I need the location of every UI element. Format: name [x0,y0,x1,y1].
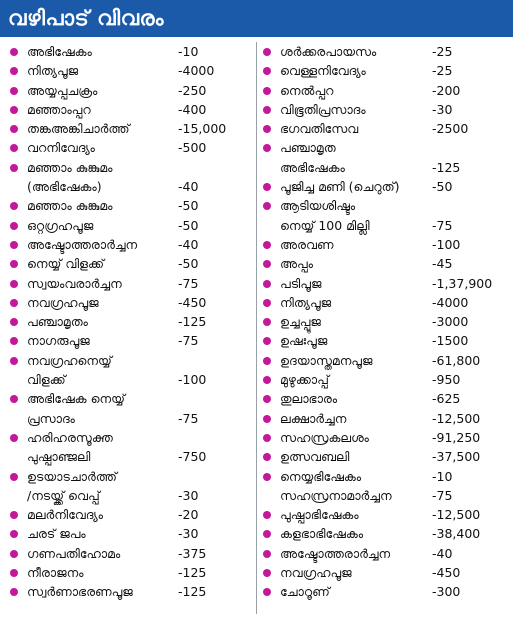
bullet-icon [10,222,18,230]
bullet-icon [10,337,18,345]
offering-price: -50 [178,217,199,233]
offering-price: -75 [178,410,199,426]
bullet-icon [263,376,271,384]
offering-price: -950 [432,372,461,388]
offering-name: ചരട് ജപം [27,526,86,542]
header-bar [0,0,513,37]
offering-name: അഭിഷേകം [280,159,345,175]
offering-item [10,138,254,157]
offering-item [263,138,511,177]
offering-name: നെയ്യ് വിളക്ക് [27,256,105,272]
offering-name: അഭിഷേക നെയ്യ് [27,391,125,407]
offering-price: -45 [432,256,453,272]
offering-name: നിത്യപൂജ [280,294,332,310]
bullet-icon [263,530,271,538]
offering-item [10,100,254,119]
offering-name: സഹസ്രനാമാർച്ചന [280,487,392,503]
offering-price: -75 [432,487,453,503]
bullet-icon [10,48,18,56]
bullet-icon [263,318,271,326]
bullet-icon [263,337,271,345]
offering-price: -40 [178,179,199,195]
offering-price: -10 [178,44,199,59]
offering-price: -4000 [432,294,469,310]
offering-price: -3000 [432,314,469,330]
bullet-icon [263,48,271,56]
offering-price: -25 [432,44,453,59]
offering-name: /നടയ്ക്ക് വെപ്പ് [27,487,100,503]
offering-price: -1,37,900 [432,275,493,291]
offering-name: വിഭൂതിപ്രസാദം [280,101,366,117]
offering-name: തുലാഭാരം [280,391,338,407]
offering-price: -75 [178,275,199,291]
offering-price: -2500 [432,121,469,137]
bullet-icon [263,299,271,307]
bullet-icon [10,299,18,307]
offering-price: -125 [178,584,207,600]
offering-item [263,100,511,119]
offering-name: പഞ്ചാമൃതം [27,314,88,330]
offering-name: പഞ്ചാമൃത [280,140,336,156]
offering-item [10,119,254,138]
offering-price: -500 [178,140,207,156]
offering-price: -250 [178,82,207,98]
bullet-icon [10,241,18,249]
offering-name: പുഷ്പാഭിഷേകം [280,507,359,523]
bullet-icon [10,511,18,519]
bullet-icon [263,87,271,95]
offering-name: പടിപൂജ [280,275,322,291]
offering-name: അപ്പം [280,256,313,272]
offering-item [263,274,511,293]
offering-name: ഉദയാസ്തമനപൂജ [280,352,373,368]
column-divider [256,42,257,614]
bullet-icon [10,569,18,577]
offering-item [10,428,254,467]
bullet-icon [263,125,271,133]
offering-name: സ്വയംവരാർച്ചന [27,275,122,291]
offering-price: -12,500 [432,410,481,426]
offering-name: വറനിവേദ്യം [27,140,95,156]
offering-item [10,389,254,428]
offering-item [263,389,511,408]
offering-name: നവഗ്രഹപൂജ [27,294,99,310]
offering-name: നെൽപ്പറ [280,82,334,98]
offering-price: -1500 [432,333,469,349]
offering-price: -30 [178,526,199,542]
offering-item [263,582,511,601]
offering-item [263,447,511,466]
bullet-icon [263,202,271,210]
offering-item [263,254,511,273]
bullet-icon [263,67,271,75]
offering-price: -125 [432,159,461,175]
bullet-icon [263,144,271,152]
offering-price: -4000 [178,63,215,79]
bullet-icon [263,395,271,403]
offering-name: ഉടയാടചാർത്ത് [27,468,117,484]
offering-item [10,467,254,506]
bullet-icon [263,550,271,558]
bullet-icon [263,588,271,596]
offering-price: -25 [432,63,453,79]
offering-name: പ്രസാദം [27,410,75,426]
offering-price: -75 [178,333,199,349]
offering-name: ഉച്ചപ്പൂജ [280,314,321,330]
offering-item [10,563,254,582]
offering-name: നെയ്യ് 100 മില്ലി [280,217,370,233]
offering-price: -50 [178,198,199,214]
offering-item [263,119,511,138]
offering-item [10,544,254,563]
offering-name: പുഷ്പാഞ്ജലി [27,449,91,465]
offering-price: -400 [178,101,207,117]
offering-item [263,81,511,100]
offering-item [10,196,254,215]
offering-price: -40 [432,545,453,561]
offering-price: -12,500 [432,507,481,523]
bullet-icon [10,125,18,133]
bullet-icon [10,260,18,268]
offering-price: -100 [432,236,461,252]
bullet-icon [263,106,271,114]
bullet-icon [10,202,18,210]
bullet-icon [10,280,18,288]
offering-name: നെയ്യഭിഷേകം [280,468,362,484]
offering-name: അഷ്ടോത്തരാർച്ചന [280,545,391,561]
offering-price: -61,800 [432,352,481,368]
offering-name: നവഗ്രഹനെയ്യ് [27,352,112,368]
offering-price: -450 [432,565,461,581]
offering-name: ആടിയശിഷ്ടം [280,198,356,214]
offering-item [10,293,254,312]
offering-name: മഞ്ഞാം കുങ്കുമം [27,198,113,214]
offering-item [263,563,511,582]
offering-name: മഞ്ഞാം കുങ്കുമം [27,159,113,175]
offering-price: -200 [432,82,461,98]
page-title: വഴിപാട് വിവരം [8,6,164,30]
offering-name: നവഗ്രഹപൂജ [280,565,352,581]
offering-name: തങ്കഅങ്കിചാർത്ത് [27,121,130,137]
offering-item [10,216,254,235]
offering-name: ഉഷഃപൂജ [280,333,328,349]
bullet-icon [10,318,18,326]
bullet-icon [10,67,18,75]
offering-item [10,61,254,80]
bullet-icon [10,530,18,538]
offering-item [263,293,511,312]
offering-item [10,582,254,601]
offering-name: ഒറ്റഗ്രഹപൂജ [27,217,94,233]
offering-price: -10 [432,468,453,484]
bullet-icon [263,241,271,249]
offering-item [263,524,511,543]
bullet-icon [10,357,18,365]
bullet-icon [263,415,271,423]
offering-item [263,351,511,370]
bullet-icon [10,164,18,172]
offering-price: -125 [178,314,207,330]
offering-name: ഭഗവതിസേവ [280,121,359,137]
offering-name: വെള്ളനിവേദ്യം [280,63,366,79]
offering-item [10,254,254,273]
offering-name: കളഭാഭിഷേകം [280,526,364,542]
offering-price: -37,500 [432,449,481,465]
offering-price: -300 [432,584,461,600]
offering-price: -750 [178,449,207,465]
offering-name: അരവണ [280,236,334,252]
offering-item [10,331,254,350]
offering-name: അഭിഷേകം [27,44,92,59]
bullet-icon [10,106,18,114]
bullet-icon [10,144,18,152]
offering-name: ഗണപതിഹോമം [27,545,121,561]
offering-price: -125 [178,565,207,581]
offering-item [10,505,254,524]
bullet-icon [263,453,271,461]
offering-item [10,235,254,254]
offering-item [263,428,511,447]
offering-name: ഉത്സവബലി [280,449,350,465]
offering-item [263,331,511,350]
offering-price: -375 [178,545,207,561]
bullet-icon [10,395,18,403]
bullet-icon [10,434,18,442]
offering-price: -91,250 [432,429,481,445]
offering-name: മുഴുക്കാപ്പ് [280,372,329,388]
bullet-icon [263,569,271,577]
offering-name: പൂജിച്ച മണി (ചെറുത്) [280,179,400,195]
offering-price: -38,400 [432,526,481,542]
offering-item [263,544,511,563]
offering-name: മലർനിവേദ്യം [27,507,103,523]
bullet-icon [263,280,271,288]
offerings-list-left [10,42,254,602]
bullet-icon [263,511,271,519]
offering-item [263,61,511,80]
offering-item [263,196,511,235]
offering-price: -40 [178,236,199,252]
offering-item [10,312,254,331]
bullet-icon [10,588,18,596]
offering-name: അയ്യപ്പചക്രം [27,82,98,98]
offering-name: നീരാജനം [27,565,84,581]
offering-item [263,370,511,389]
offering-name: മഞ്ഞാംപ്പറ [27,101,91,117]
offering-name: ഹരിഹരസൂക്ത [27,429,113,445]
offering-price: -30 [178,487,199,503]
offering-price: -20 [178,507,199,523]
offering-price: -450 [178,294,207,310]
offering-item [263,42,511,61]
offering-item [10,42,254,61]
bullet-icon [10,473,18,481]
offering-name: നിത്യപൂജ [27,63,79,79]
offering-item [263,505,511,524]
offering-price: -50 [432,179,453,195]
offering-item [263,312,511,331]
offering-name: വിളക്ക് [27,372,66,388]
bullet-icon [10,87,18,95]
offering-name: സഹസ്രകലശം [280,429,369,445]
offering-item [263,467,511,506]
offering-item [10,274,254,293]
bullet-icon [10,550,18,558]
bullet-icon [263,260,271,268]
offering-name: സ്വർണാഭരണപൂജ [27,584,133,600]
offering-item [263,177,511,196]
bullet-icon [263,434,271,442]
offering-name: നാഗരുപൂജ [27,333,90,349]
offering-item [10,524,254,543]
offerings-list-right [263,42,511,602]
offering-item [10,351,254,390]
offering-item [263,409,511,428]
bullet-icon [263,183,271,191]
offering-price: -50 [178,256,199,272]
offering-name: ചോറൂണ് [280,584,330,600]
offering-item [263,235,511,254]
offering-name: ലക്ഷാർച്ചന [280,410,347,426]
offering-price: -625 [432,391,461,407]
offering-name: ശർക്കരപായസം [280,44,377,59]
offering-item [10,158,254,197]
offering-price: -15,000 [178,121,227,137]
offering-item [10,81,254,100]
offering-price: -100 [178,372,207,388]
offering-price: -30 [432,101,453,117]
bullet-icon [263,473,271,481]
offering-price: -75 [432,217,453,233]
offering-name: (അഭിഷേകം) [27,179,102,195]
offering-name: അഷ്ടോത്തരാർച്ചന [27,236,138,252]
bullet-icon [263,357,271,365]
